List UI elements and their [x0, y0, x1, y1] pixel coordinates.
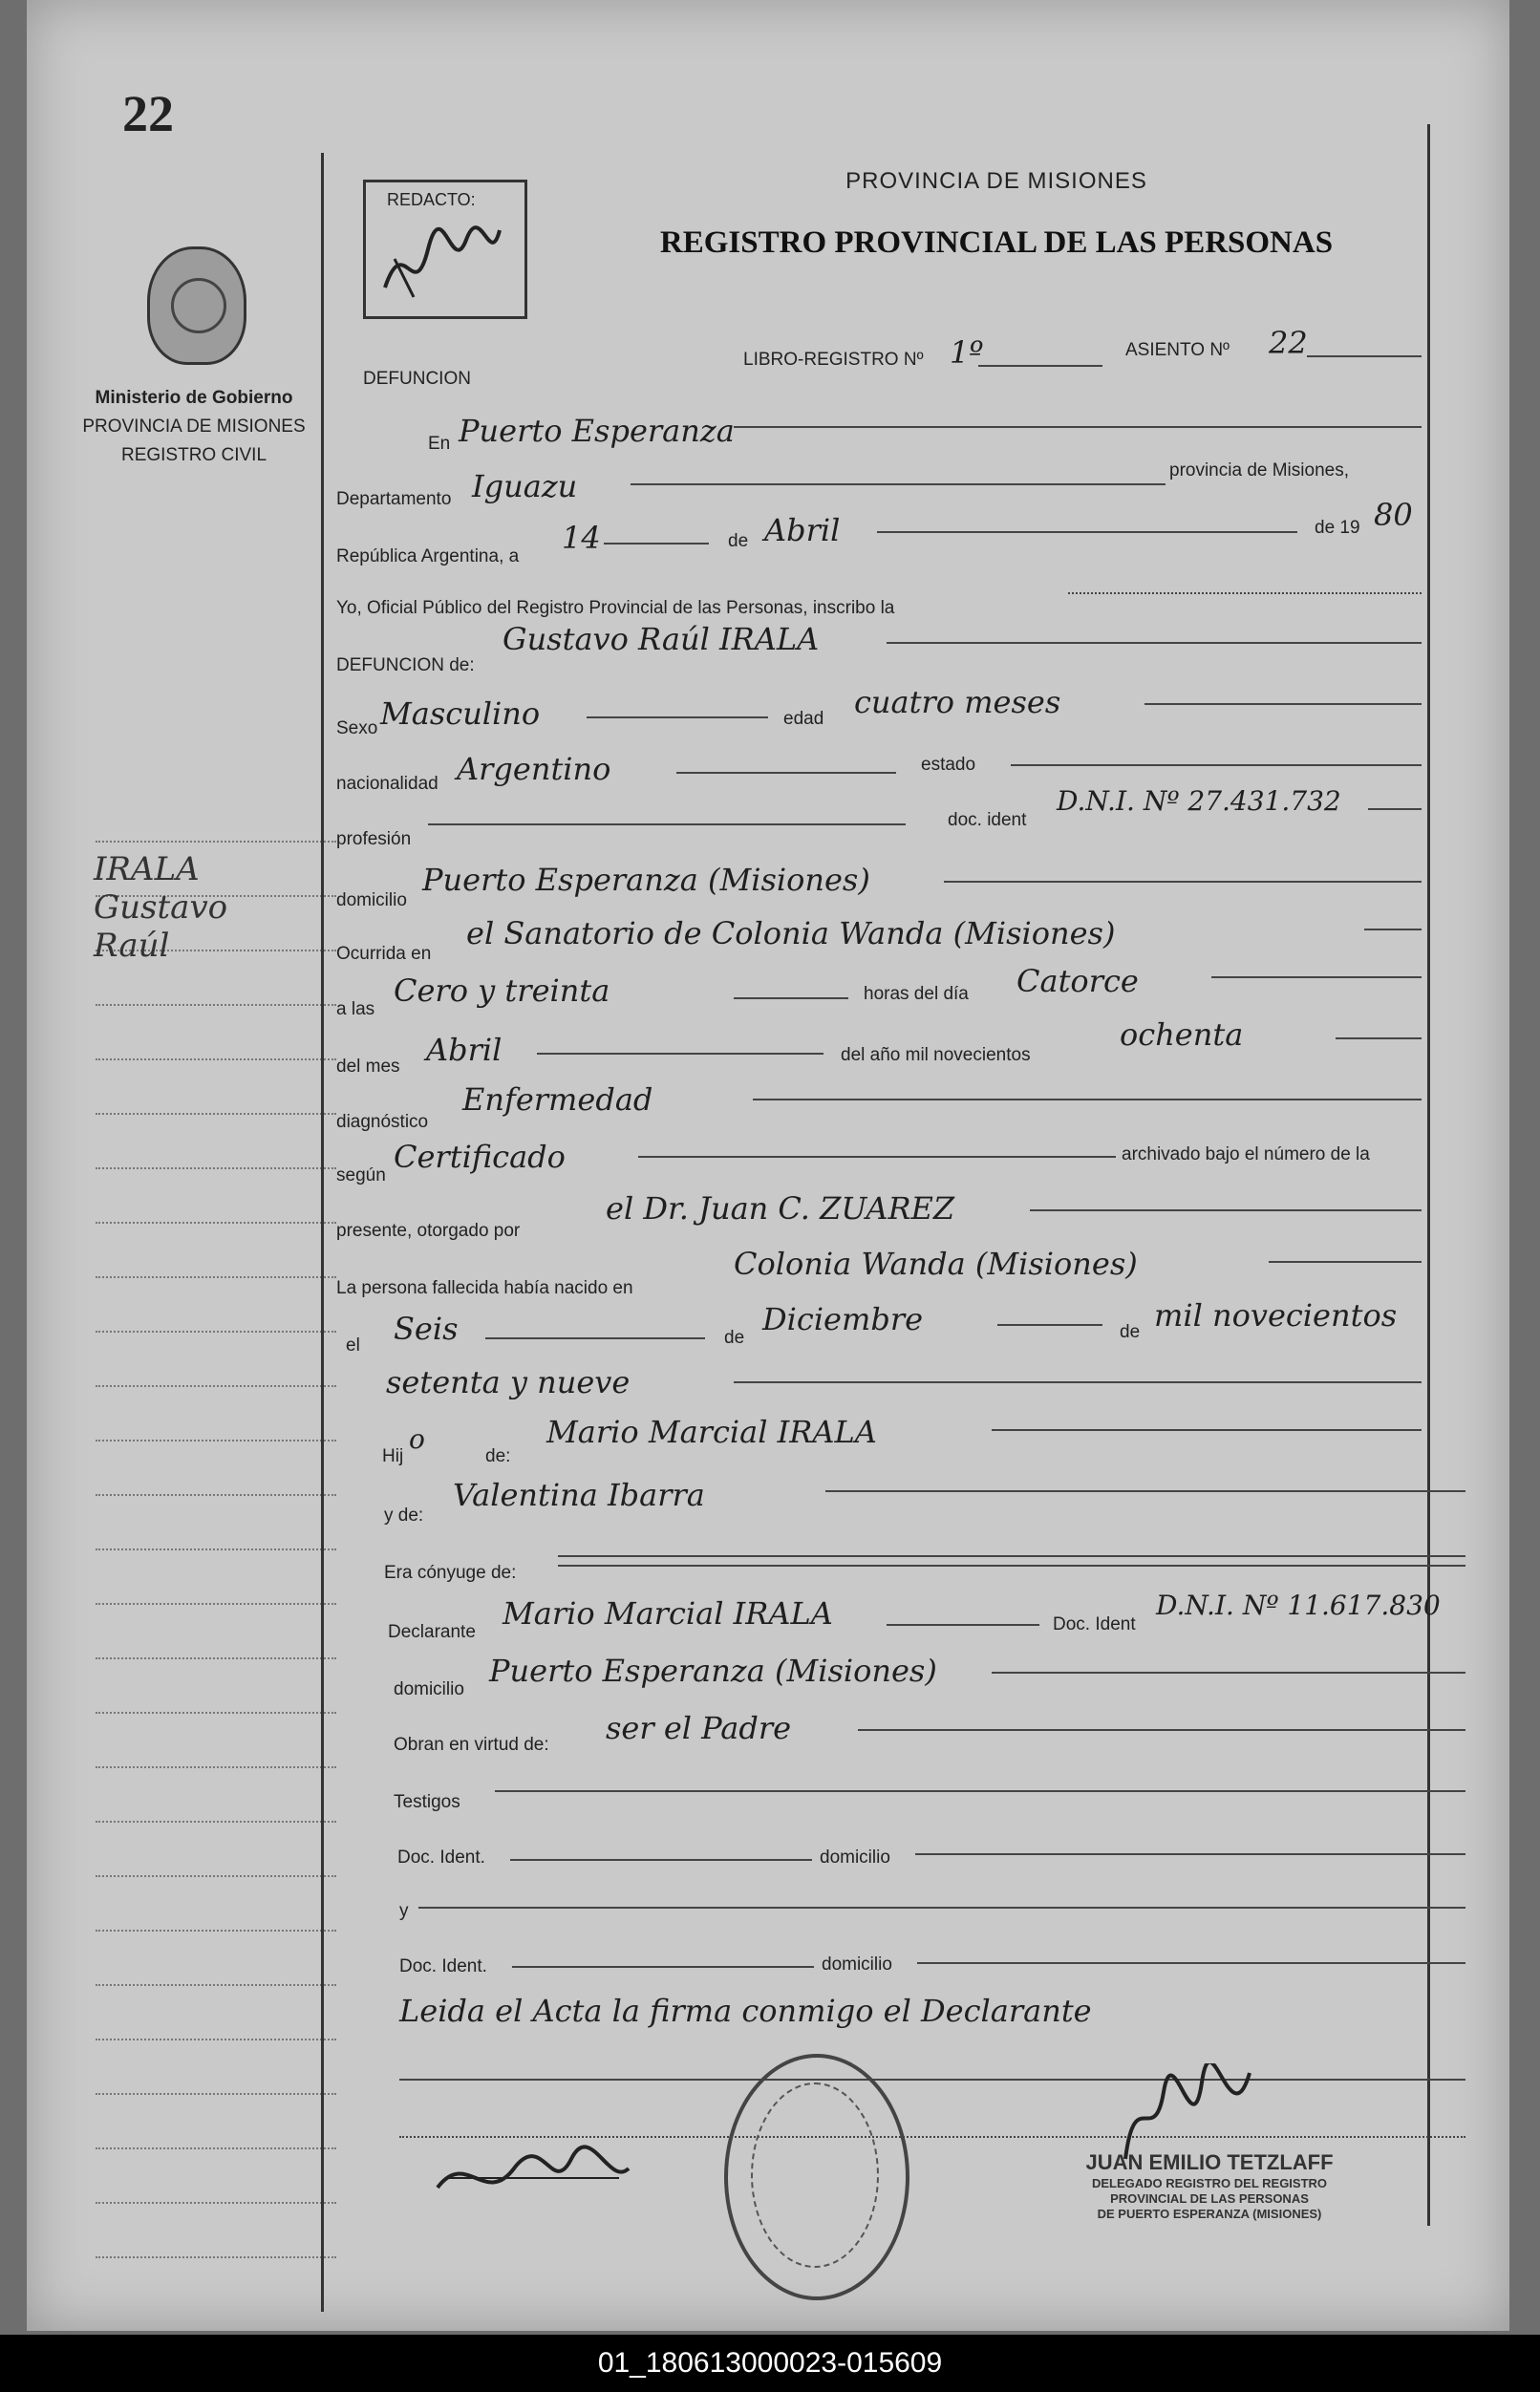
- nacionalidad-line: [676, 772, 896, 774]
- de-mil-value: mil novecientos: [1154, 1297, 1398, 1334]
- nacido-value: Colonia Wanda (Misiones): [734, 1246, 1138, 1282]
- margin-rule: [96, 1984, 336, 1986]
- domicilio-label: domicilio: [336, 890, 407, 910]
- domicilio-value: Puerto Esperanza (Misiones): [422, 862, 870, 898]
- margin-rule: [96, 2039, 336, 2040]
- padre-value: Mario Marcial IRALA: [546, 1414, 877, 1450]
- edad-line: [1144, 703, 1422, 705]
- republica-label: República Argentina, a: [336, 546, 520, 566]
- yo-line: [1068, 592, 1422, 594]
- conyuge-line: [558, 1555, 1465, 1557]
- del-mes-line: [537, 1053, 823, 1055]
- margin-note-middle-name: Raúl: [94, 927, 170, 965]
- margin-rule: [96, 1875, 336, 1877]
- margin-rule: [96, 1222, 336, 1224]
- t2-doc-line: [512, 1966, 814, 1968]
- yo-label: Yo, Oficial Público del Registro Provincial de las Personas, inscribo la: [336, 598, 895, 618]
- closing-line-1: [399, 2079, 1465, 2081]
- dia-line: [604, 543, 709, 545]
- official-block: [1028, 2149, 1391, 2222]
- libro-value: 1º: [950, 334, 984, 371]
- obran-line: [858, 1729, 1465, 1731]
- decl-doc-label: Doc. Ident: [1053, 1614, 1136, 1634]
- segun-value: Certificado: [394, 1139, 566, 1175]
- libro-line: [978, 365, 1102, 367]
- margin-rule: [96, 2202, 336, 2204]
- obran-label: Obran en virtud de:: [394, 1735, 549, 1755]
- margin-note-first-name: Gustavo: [94, 888, 228, 927]
- el-value: Seis: [394, 1311, 459, 1347]
- margin-rule: [96, 1440, 336, 1442]
- conyuge-line-2: [558, 1565, 1465, 1567]
- mes-value: Abril: [764, 512, 841, 548]
- dia-value: 14: [562, 520, 601, 556]
- margin-note: [94, 850, 323, 965]
- doc-ident-line: [1368, 808, 1422, 810]
- dia-texto-line: [1211, 976, 1422, 978]
- estado-line: [1011, 764, 1422, 766]
- official-seal-icon: [724, 2054, 909, 2300]
- y-label: y: [399, 1901, 409, 1921]
- obran-value: ser el Padre: [606, 1710, 792, 1746]
- ministry-line-2: PROVINCIA DE MISIONES: [82, 416, 306, 437]
- mes-line: [877, 531, 1297, 533]
- defuncion-de-line: [887, 642, 1422, 644]
- estado-label: estado: [921, 755, 976, 775]
- nac-anio-value: setenta y nueve: [386, 1364, 631, 1400]
- ministry-block: [55, 384, 332, 470]
- t1-doc-label: Doc. Ident.: [397, 1847, 485, 1868]
- redacto-label: REDACTO:: [387, 190, 476, 209]
- de-label: de: [728, 531, 749, 551]
- el-label: el: [346, 1335, 360, 1356]
- nacionalidad-value: Argentino: [457, 751, 611, 787]
- nacido-label: La persona fallecida había nacido en: [336, 1278, 633, 1298]
- madre-value: Valentina Ibarra: [453, 1477, 705, 1513]
- official-name: JUAN EMILIO TETZLAFF: [1085, 2150, 1334, 2174]
- provincia-label: provincia de Misiones,: [1169, 460, 1349, 481]
- anio-mil-line: [1336, 1037, 1422, 1039]
- t1-dom-line: [915, 1853, 1465, 1855]
- ocurrida-value: el Sanatorio de Colonia Wanda (Misiones): [466, 915, 1116, 951]
- nac-mes-value: Diciembre: [762, 1301, 924, 1337]
- segun-line: [638, 1156, 1116, 1158]
- t2-dom-label: domicilio: [822, 1954, 892, 1975]
- declarante-line: [887, 1624, 1039, 1626]
- diagnostico-line: [753, 1099, 1422, 1100]
- presente-label: presente, otorgado por: [336, 1221, 521, 1241]
- official-line-3: DE PUERTO ESPERANZA (MISIONES): [1097, 2207, 1322, 2221]
- en-value: Puerto Esperanza: [459, 413, 735, 449]
- t1-doc-line: [510, 1859, 812, 1861]
- margin-rule: [96, 1058, 336, 1060]
- doc-ident-value: D.N.I. Nº 27.431.732: [1057, 785, 1341, 817]
- sexo-line: [587, 716, 768, 718]
- ocurrida-line: [1364, 929, 1422, 930]
- margin-rule: [96, 1657, 336, 1659]
- margin-rule: [96, 1004, 336, 1006]
- t2-dom-line: [917, 1962, 1465, 1964]
- a-las-value: Cero y treinta: [394, 972, 610, 1009]
- a-las-label: a las: [336, 999, 375, 1019]
- sexo-value: Masculino: [380, 695, 541, 732]
- y-line: [418, 1907, 1465, 1909]
- margin-rule: [96, 1494, 336, 1496]
- margin-rule: [96, 1167, 336, 1169]
- testigos-label: Testigos: [394, 1792, 460, 1812]
- margin-rule: [96, 1385, 336, 1387]
- frame-right-line: [1427, 124, 1430, 2226]
- presente-value: el Dr. Juan C. ZUAREZ: [606, 1190, 955, 1227]
- declarante-value: Mario Marcial IRALA: [503, 1595, 833, 1632]
- asiento-value: 22: [1269, 325, 1308, 361]
- libro-label: LIBRO-REGISTRO Nº: [743, 350, 924, 370]
- nac-mes-line: [997, 1324, 1102, 1326]
- hij-suffix: o: [409, 1423, 425, 1455]
- presente-line: [1030, 1209, 1422, 1211]
- defuncion-de-label: DEFUNCION de:: [336, 655, 475, 675]
- decl-domicilio-value: Puerto Esperanza (Misiones): [489, 1653, 937, 1689]
- decl-domicilio-label: domicilio: [394, 1679, 464, 1699]
- departamento-value: Iguazu: [472, 468, 578, 504]
- frame-left-line: [321, 153, 324, 2312]
- archivado-label: archivado bajo el número de la: [1122, 1144, 1370, 1164]
- declarante-signature-icon: [428, 2130, 638, 2216]
- margin-note-surname: IRALA: [94, 850, 200, 888]
- margin-rule: [96, 1766, 336, 1768]
- margin-rule: [96, 2093, 336, 2095]
- declarante-label: Declarante: [388, 1622, 476, 1642]
- y-de-label: y de:: [384, 1506, 424, 1526]
- register-page: [27, 0, 1509, 2331]
- dia-texto-value: Catorce: [1016, 963, 1139, 999]
- margin-rule: [96, 1930, 336, 1932]
- testigos-line: [495, 1790, 1465, 1792]
- official-line-2: PROVINCIAL DE LAS PERSONAS: [1110, 2191, 1309, 2206]
- margin-rule: [96, 1548, 336, 1550]
- anio-mil-value: ochenta: [1120, 1016, 1244, 1053]
- en-line: [734, 426, 1422, 428]
- del-mes-value: Abril: [426, 1032, 503, 1068]
- nacionalidad-label: nacionalidad: [336, 774, 438, 794]
- ministry-line-1: Ministerio de Gobierno: [95, 388, 293, 408]
- diagnostico-label: diagnóstico: [336, 1112, 429, 1132]
- edad-value: cuatro meses: [854, 684, 1061, 720]
- doc-ident-label: doc. ident: [948, 810, 1027, 830]
- edad-label: edad: [783, 709, 824, 729]
- margin-rule: [96, 2147, 336, 2149]
- margin-rule: [96, 1113, 336, 1115]
- coat-of-arms-icon: [147, 246, 246, 365]
- segun-label: según: [336, 1165, 386, 1185]
- de2-label: de: [724, 1328, 745, 1348]
- nacido-line: [1269, 1261, 1422, 1263]
- margin-rule: [96, 841, 336, 843]
- departamento-line: [631, 483, 1166, 485]
- margin-rule: [96, 1276, 336, 1278]
- hij-label: Hij: [382, 1446, 404, 1466]
- redacto-box: [363, 180, 527, 319]
- hij-de-label: de:: [485, 1446, 511, 1466]
- act-type-label: DEFUNCION: [363, 369, 471, 389]
- diagnostico-value: Enfermedad: [462, 1081, 653, 1118]
- asiento-label: ASIENTO Nº: [1125, 340, 1230, 360]
- decl-doc-value: D.N.I. Nº 11.617.830: [1156, 1590, 1441, 1621]
- conyuge-label: Era cónyuge de:: [384, 1563, 517, 1583]
- en-label: En: [428, 434, 451, 454]
- initials-signature-icon: [375, 221, 509, 307]
- margin-rule: [96, 1603, 336, 1605]
- t1-dom-label: domicilio: [820, 1847, 890, 1868]
- anio-mil-label: del año mil novecientos: [841, 1045, 1031, 1065]
- el-line: [485, 1337, 705, 1339]
- departamento-label: Departamento: [336, 489, 452, 509]
- official-line-1: DELEGADO REGISTRO DEL REGISTRO: [1091, 2176, 1328, 2190]
- t2-doc-label: Doc. Ident.: [399, 1956, 487, 1976]
- decl-domicilio-line: [992, 1672, 1465, 1674]
- margin-rule: [96, 2256, 336, 2258]
- profesion-label: profesión: [336, 829, 412, 849]
- del-mes-label: del mes: [336, 1057, 400, 1077]
- madre-line: [825, 1490, 1465, 1492]
- horas-label: horas del día: [864, 984, 969, 1004]
- ministry-line-3: REGISTRO CIVIL: [120, 445, 267, 465]
- registry-heading: REGISTRO PROVINCIAL DE LAS PERSONAS: [659, 225, 1334, 260]
- domicilio-line: [944, 881, 1422, 883]
- de-anio-label: de 19: [1315, 518, 1360, 538]
- page-number: 22: [122, 85, 174, 142]
- padre-line: [992, 1429, 1422, 1431]
- a-las-line: [734, 997, 848, 999]
- sexo-label: Sexo: [336, 718, 378, 738]
- margin-rule: [96, 1821, 336, 1823]
- asiento-line: [1307, 355, 1422, 357]
- defuncion-de-value: Gustavo Raúl IRALA: [503, 621, 820, 657]
- anio-value: 80: [1374, 497, 1413, 533]
- province-heading: PROVINCIA DE MISIONES: [845, 168, 1147, 194]
- footer-id: 01_180613000023-015609: [0, 2335, 1540, 2392]
- closing-text: Leida el Acta la firma conmigo el Declarante: [399, 1993, 1092, 2029]
- de-mil-label: de: [1120, 1322, 1141, 1342]
- margin-rule: [96, 1331, 336, 1333]
- profesion-line: [428, 823, 906, 825]
- margin-rule: [96, 1712, 336, 1714]
- ocurrida-label: Ocurrida en: [336, 944, 432, 964]
- nac-anio-line: [734, 1381, 1422, 1383]
